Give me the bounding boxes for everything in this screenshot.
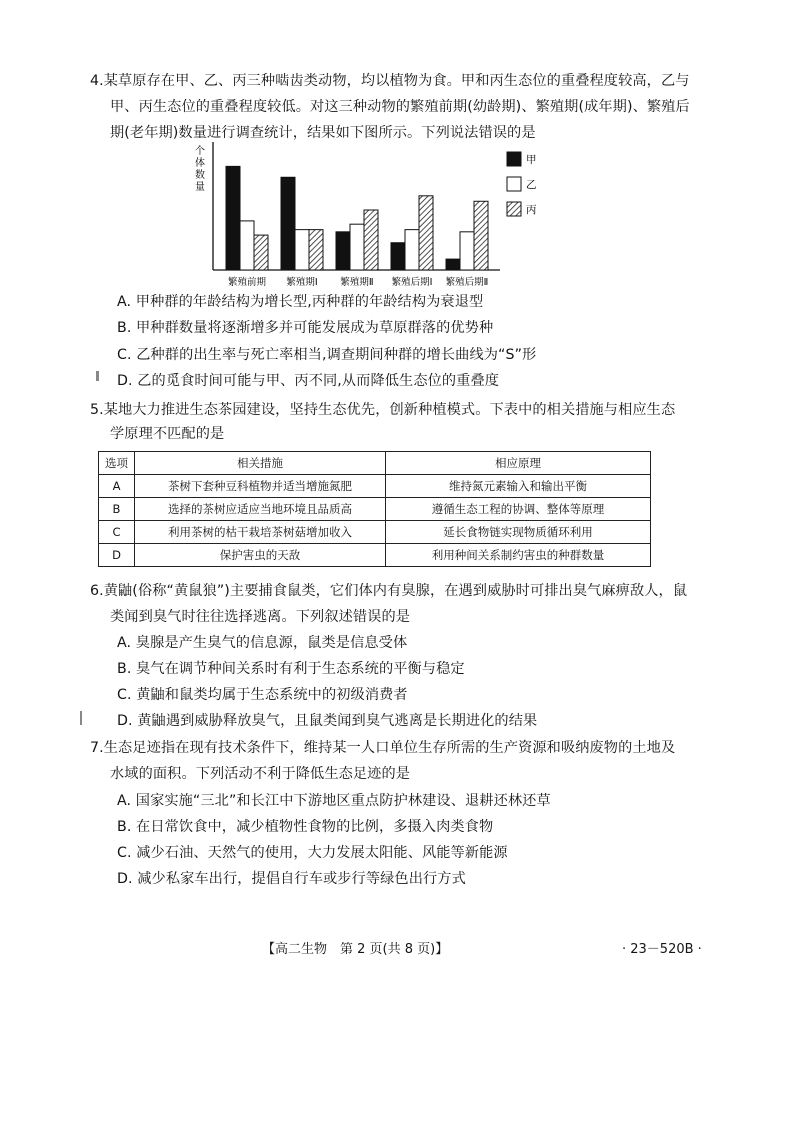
scan-mark — [80, 711, 82, 725]
bar-乙-2 — [295, 230, 309, 270]
bar-丙-3 — [364, 210, 378, 270]
bar-甲-2 — [281, 177, 295, 270]
q7-option-b: B. 在日常饮食中，减少植物性食物的比例，多摄入肉类食物 — [117, 819, 494, 835]
bar-乙-5 — [460, 232, 474, 270]
table-header-row — [99, 452, 651, 475]
table-row — [99, 521, 651, 544]
row-a-measure: 茶树下套种豆科植物并适当增施氮肥 — [135, 475, 386, 498]
row-a-principle: 维持氮元素输入和输出平衡 — [386, 475, 651, 498]
legend-swatch — [507, 177, 521, 191]
q7-option-d: D. 减少私家车出行，提倡自行车或步行等绿色出行方式 — [117, 871, 466, 887]
row-c-option: C — [99, 521, 135, 544]
legend-label: 丙 — [526, 204, 537, 216]
row-d-principle: 利用种间关系制约害虫的种群数量 — [386, 544, 651, 567]
q7-stem-line-2: 水域的面积。下列活动不利于降低生态足迹的是 — [110, 766, 411, 782]
y-label-char: 量 — [195, 182, 205, 193]
header-option: 选项 — [99, 452, 135, 475]
q6-option-c: C. 黄鼬和鼠类均属于生态系统中的初级消费者 — [117, 687, 408, 703]
y-label-char: 数 — [195, 170, 205, 181]
q7-option-c: C. 减少石油、天然气的使用，大力发展太阳能、风能等新能源 — [117, 845, 508, 861]
q4-option-d: D. 乙的觅食时间可能与甲、丙不同,从而降低生态位的重叠度 — [117, 373, 500, 389]
q6-stem-line-1: 6.黄鼬(俗称“黄鼠狼”)主要捕食鼠类，它们体内有臭腺，在遇到威胁时可排出臭气麻痹敌人，鼠 — [90, 583, 688, 599]
measures-table — [98, 451, 651, 567]
x-tick-label: 繁殖期Ⅱ — [340, 277, 374, 288]
y-label-char: 体 — [195, 158, 205, 169]
bar-乙-3 — [350, 224, 364, 270]
header-measure: 相关措施 — [135, 452, 386, 475]
exam-code: · 23－520B · — [622, 942, 702, 957]
row-a-option: A — [99, 475, 135, 498]
q7-stem-line-1: 7.生态足迹指在现有技术条件下，维持某一人口单位生存所需的生产资源和吸纳废物的土地及 — [90, 740, 676, 756]
q6-stem-line-2: 类闻到臭气时往往选择逃离。下列叙述错误的是 — [110, 609, 411, 625]
bar-乙-1 — [240, 221, 254, 270]
q5-stem-line-1: 5.某地大力推进生态茶园建设，坚持生态优先，创新种植模式。下表中的相关措施与相应生态 — [90, 402, 676, 418]
x-tick-label: 繁殖期Ⅰ — [286, 277, 318, 288]
q6-option-d: D. 黄鼬遇到威胁释放臭气，且鼠类闻到臭气逃离是长期进化的结果 — [117, 713, 538, 729]
x-tick-label: 繁殖后期Ⅰ — [391, 277, 433, 288]
q7-option-a: A. 国家实施“三北”和长江中下游地区重点防护林建设、退耕还林还草 — [117, 793, 551, 809]
bar-乙-4 — [405, 230, 419, 270]
q4-stem-line-3: 期(老年期)数量进行调查统计，结果如下图所示。下列说法错误的是 — [110, 125, 536, 141]
x-tick-labels — [228, 276, 488, 288]
bar-丙-4 — [419, 196, 433, 270]
q4-option-c: C. 乙种群的出生率与死亡率相当,调查期间种群的增长曲线为“S”形 — [117, 347, 537, 363]
legend-label: 甲 — [526, 154, 537, 166]
row-c-principle: 延长食物链实现物质循环利用 — [386, 521, 651, 544]
population-bar-chart — [195, 140, 555, 290]
table-row — [99, 544, 651, 567]
scan-mark — [96, 371, 99, 381]
bar-甲-5 — [446, 259, 460, 270]
legend — [507, 152, 537, 216]
page-footer-label: 【高二生物 第 2 页(共 8 页)】 — [262, 942, 449, 957]
table-row — [99, 475, 651, 498]
bar-甲-3 — [336, 232, 350, 270]
row-d-measure: 保护害虫的天敌 — [135, 544, 386, 567]
legend-label: 乙 — [526, 179, 537, 191]
row-b-principle: 遵循生态工程的协调、整体等原理 — [386, 498, 651, 521]
legend-swatch — [507, 202, 521, 216]
row-d-option: D — [99, 544, 135, 567]
x-tick-label: 繁殖前期 — [227, 277, 267, 288]
legend-swatch — [507, 152, 521, 166]
y-label-char: 个 — [195, 146, 205, 157]
q4-option-b: B. 甲种群数量将逐渐增多并可能发展成为草原群落的优势种 — [117, 320, 494, 336]
bar-丙-5 — [474, 201, 488, 270]
q6-option-a: A. 臭腺是产生臭气的信息源，鼠类是信息受体 — [117, 635, 408, 651]
bar-丙-2 — [309, 230, 323, 270]
q4-stem-line-1: 4.某草原存在甲、乙、丙三种啮齿类动物，均以植物为食。甲和丙生态位的重叠程度较高，乙与 — [90, 73, 690, 89]
table-row — [99, 498, 651, 521]
q5-stem-line-2: 学原理不匹配的是 — [110, 426, 225, 442]
row-b-option: B — [99, 498, 135, 521]
bars — [226, 166, 488, 270]
y-axis-label — [195, 144, 205, 193]
q6-option-b: B. 臭气在调节种间关系时有利于生态系统的平衡与稳定 — [117, 661, 465, 677]
x-tick-label: 繁殖后期Ⅱ — [445, 277, 489, 288]
q4-option-a: A. 甲种群的年龄结构为增长型,丙种群的年龄结构为衰退型 — [117, 294, 484, 310]
row-b-measure: 选择的茶树应适应当地环境且品质高 — [135, 498, 386, 521]
row-c-measure: 利用茶树的枯干栽培茶树菇增加收入 — [135, 521, 386, 544]
header-principle: 相应原理 — [386, 452, 651, 475]
q4-stem-line-2: 甲、丙生态位的重叠程度较低。对这三种动物的繁殖前期(幼龄期)、繁殖期(成年期)、繁殖后 — [110, 99, 690, 115]
bar-丙-1 — [254, 235, 268, 270]
bar-甲-1 — [226, 166, 240, 270]
bar-甲-4 — [391, 243, 405, 270]
